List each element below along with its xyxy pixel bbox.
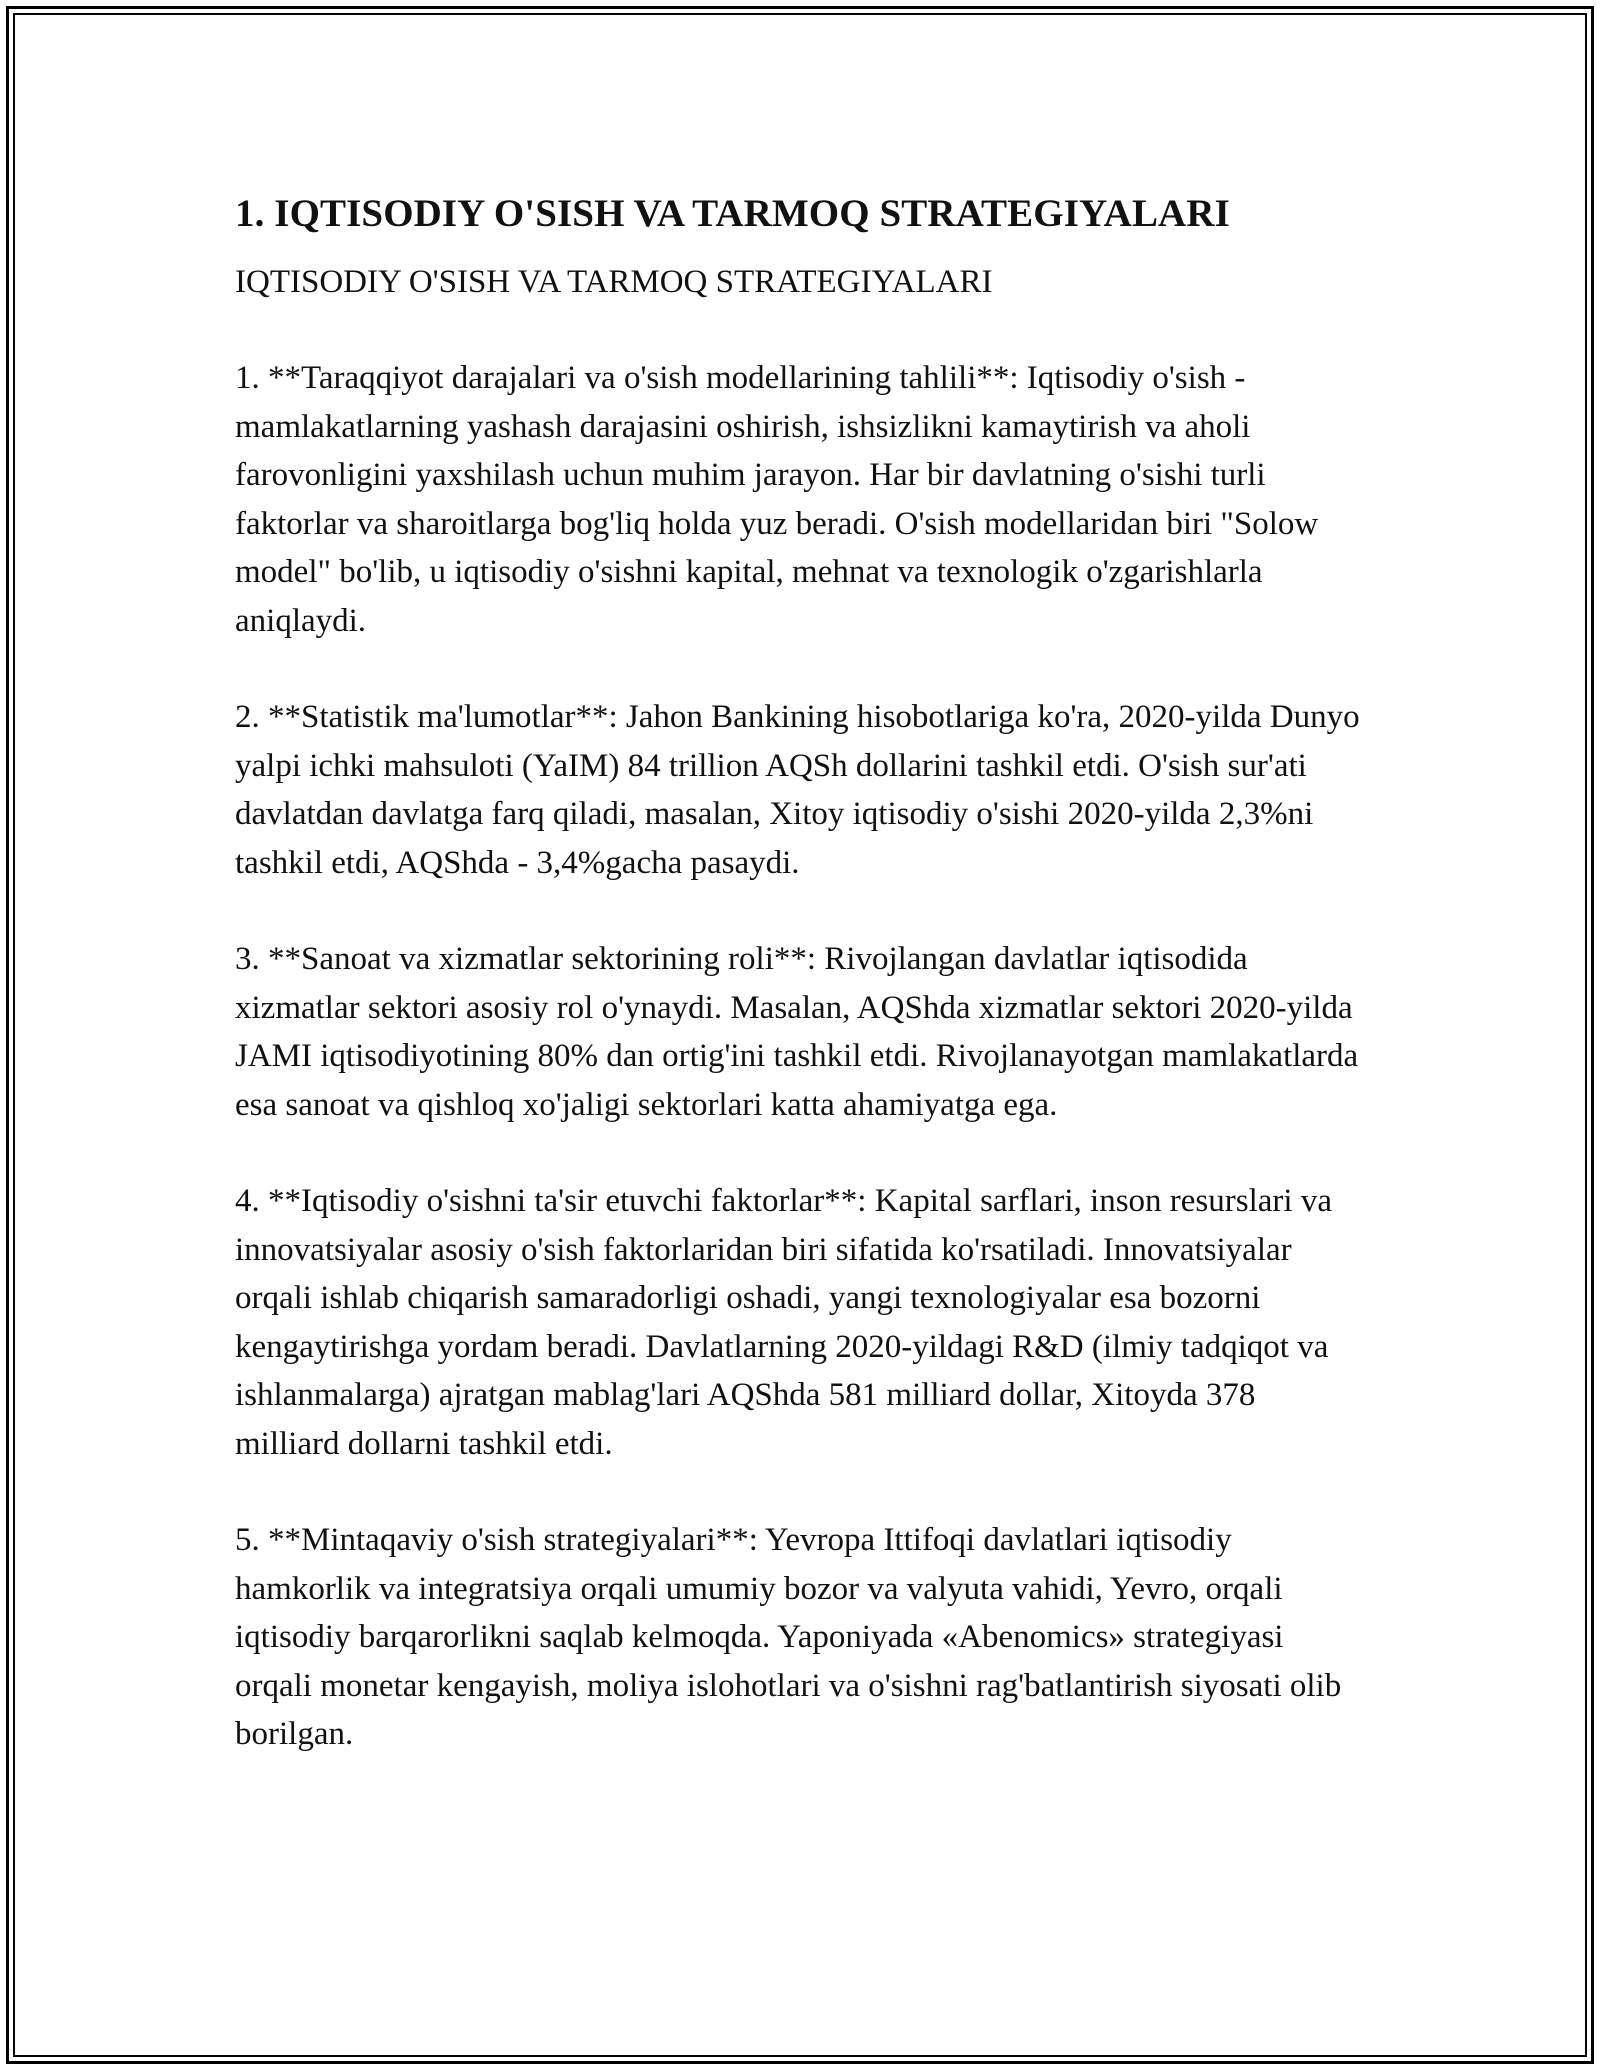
- paragraph-2: 2. **Statistik ma'lumotlar**: Jahon Bankining hisobotlariga ko'ra, 2020-yilda Dunyo yalpi ichki mahsuloti (YaIM) 84 trillion AQSh dollarini tashkil etdi. O'sish sur'ati davlatdan davlatga farq qiladi, masalan, Xitoy iqtisodiy o'sishi 2020-yilda 2,3%ni tashkil etdi, AQShda - 3,4%gacha pasaydi.: [235, 699, 1360, 881]
- document-title: 1. IQTISODIY O'SISH VA TARMOQ STRATEGIYALARI: [235, 192, 1230, 235]
- paragraph-1: 1. **Taraqqiyot darajalari va o'sish modellarining tahlili**: Iqtisodiy o'sish - mamlakatlarning yashash darajasini oshirish, ishsizlikni kamaytirish va aholi farovonligini yaxshilash uchun muhim jarayon. Har bir davlatning o'sishi turli faktorlar va sharoitlarga bog'liq holda yuz beradi. O'sish modellaridan biri "Solow model" bo'lib, u iqtisodiy o'sishni kapital, mehnat va texnologik o'zgarishlarla aniqlaydi.: [235, 360, 1319, 639]
- paragraph-5: 5. **Mintaqaviy o'sish strategiyalari**: Yevropa Ittifoqi davlatlari iqtisodiy hamkorlik va integratsiya orqali umumiy bozor va valyuta vahidi, Yevro, orqali iqtisodiy barqarorlikni saqlab kelmoqda. Yaponiyada «Abenomics» strategiyasi orqali monetar kengayish, moliya islohotlari va o'sishni rag'batlantirish siyosati olib borilgan.: [235, 1522, 1342, 1752]
- paragraph-4: 4. **Iqtisodiy o'sishni ta'sir etuvchi faktorlar**: Kapital sarflari, inson resurslari va innovatsiyalar asosiy o'sish faktorlaridan biri sifatida ko'rsatiladi. Innovatsiyalar orqali ishlab chiqarish samaradorligi oshadi, yangi texnologiyalar esa bozorni kengaytirishga yordam beradi. Davlatlarning 2020-yildagi R&D (ilmiy tadqiqot va ishlanmalarga) ajratgan mablag'lari AQShda 581 milliard dollar, Xitoyda 378 milliard dollarni tashkil etdi.: [235, 1183, 1332, 1462]
- document-body: [235, 186, 1365, 1759]
- paragraph-3: 3. **Sanoat va xizmatlar sektorining roli**: Rivojlangan davlatlar iqtisodida xizmatlar sektori asosiy rol o'ynaydi. Masalan, AQShda xizmatlar sektori 2020-yilda JAMI iqtisodiyotining 80% dan ortig'ini tashkil etdi. Rivojlanayotgan mamlakatlarda esa sanoat va qishloq xo'jaligi sektorlari katta ahamiyatga ega.: [235, 941, 1359, 1123]
- document-subtitle: IQTISODIY O'SISH VA TARMOQ STRATEGIYALARI: [235, 264, 993, 300]
